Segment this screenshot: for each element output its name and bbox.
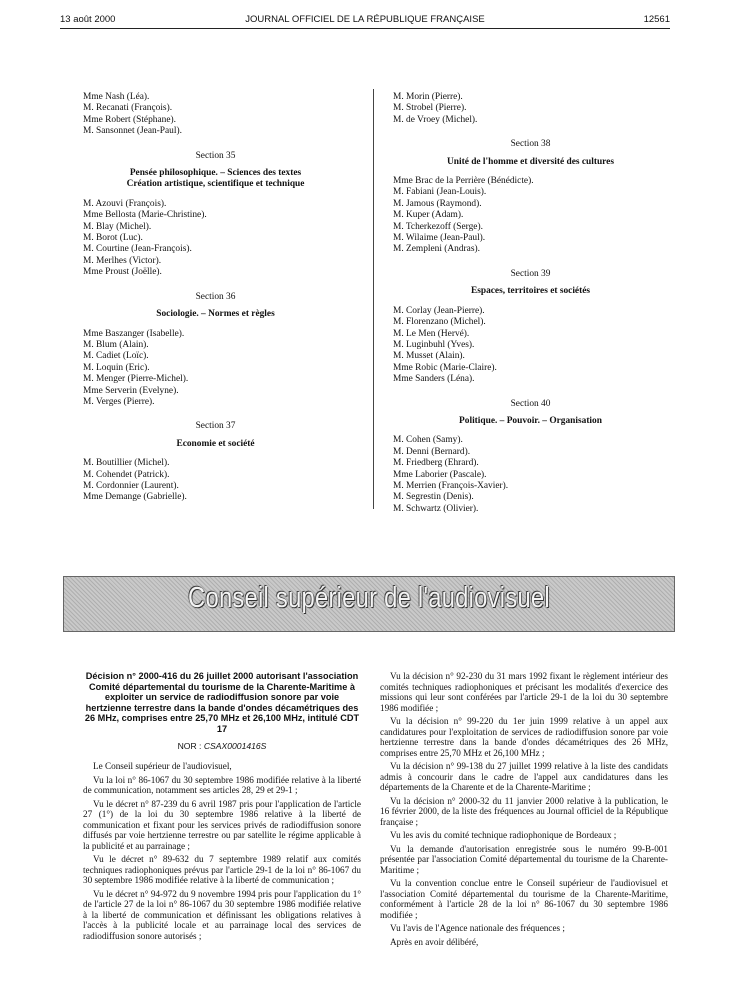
banner-title: Conseil supérieur de l'audiovisuel [188, 582, 550, 614]
name-entry: M. Loquin (Eric). [83, 362, 150, 373]
name-entry: Mme Laborier (Pascale). [393, 469, 487, 480]
section-title: Economie et société [176, 438, 255, 449]
decision-paragraph: Vu le décret n° 94-972 du 9 novembre 1994 pris pour l'application du 1° de l'article 27 de la loi n° 86-1067 du 30 septembre 1986 modifiée relative à la liberté de communication et définissant les obligations relatives à l'accès à la publicité locale et au parrainage local des services de radiodiffusion sonore autorisés ; [83, 888, 361, 941]
section-37 [83, 421, 348, 503]
section-number: Section 40 [510, 398, 551, 409]
section-40 [393, 399, 668, 516]
name-entry: M. Merlhes (Victor). [83, 255, 162, 266]
section-number: Section 37 [195, 421, 236, 432]
name-entry: Mme Robert (Stéphane). [83, 114, 176, 125]
column-divider [373, 89, 374, 509]
name-entry: M. Luginbuhl (Yves). [393, 339, 475, 350]
name-entry: M. Segrestin (Denis). [393, 492, 474, 503]
decision-paragraph: Vu la demande d'autorisation enregistrée sous le numéro 99-B-001 présentée par l'association Comité départemental du tourisme de la Charente-Maritime ; [380, 843, 668, 875]
name-entry: M. Courtine (Jean-François). [83, 244, 192, 255]
name-entry: M. Cohendet (Patrick). [83, 469, 170, 480]
issue-date: 13 août 2000 [60, 14, 116, 25]
name-entry: M. Kuper (Adam). [393, 210, 464, 221]
name-entry: M. Cadiet (Loïc). [83, 351, 149, 362]
decision-paragraph: Vu le décret n° 87-239 du 6 avril 1987 pris pour l'application de l'article 27 (1°) de la loi du 30 septembre 1986 relative à la liberté de communication et fixant pour les services privés de radiodiffusion sonore diffusés par voie hertzienne terrestre ou par satellite le régime applicable à la publicité et au parrainage ; [83, 798, 361, 851]
section-36 [83, 292, 348, 409]
name-entry: Mme Sanders (Léna). [393, 374, 475, 385]
name-entry: M. Jamous (Raymond). [393, 198, 482, 209]
section-number: Section 38 [510, 139, 551, 150]
decision-paragraph: Vu la loi n° 86-1067 du 30 septembre 1986 modifiée relative à la liberté de communication, notamment ses articles 28, 29 et 29-1 ; [83, 774, 361, 796]
journal-title: JOURNAL OFFICIEL DE LA RÉPUBLIQUE FRANÇAISE [245, 14, 485, 25]
section-35 [83, 151, 348, 279]
name-entry: M. Verges (Pierre). [83, 396, 155, 407]
name-entry: Mme Nash (Léa). [83, 92, 150, 102]
decision-left-column [83, 671, 361, 944]
name-entry: M. Azouvi (François). [83, 198, 167, 209]
name-entry: Mme Baszanger (Isabelle). [83, 328, 185, 339]
name-entry: Mme Proust (Joëlle). [83, 267, 162, 278]
decision-title: Décision n° 2000-416 du 26 juillet 2000 autorisant l'association Comité départemental du tourisme de la Charente-Maritime à exploiter un service de radiodiffusion sonore par voie hertzienne terrestre dans la bande d'ondes décamétriques des 26 MHz, comprises entre 25,70 MHz et 26,100 MHz, intitulé CDT 17 [84, 671, 360, 734]
name-entry: M. Strobel (Pierre). [393, 103, 467, 114]
decision-paragraph: Vu le décret n° 89-632 du 7 septembre 1989 relatif aux comités techniques radiophoniques prévus par l'article 29-1 de la loi n° 86-1067 du 30 septembre 1986 modifiée relative à la liberté de communication ; [83, 854, 361, 886]
name-entry: M. Corlay (Jean-Pierre). [393, 305, 485, 316]
name-entry: Mme Demange (Gabrielle). [83, 492, 187, 503]
decision-paragraph: Vu la décision n° 99-138 du 27 juillet 1999 relative à la liste des candidats admis à concourir dans le cadre de l'appel aux candidatures dans les départements de la Charente et de la Charente-Maritime ; [380, 761, 668, 792]
name-entry: M. de Vroey (Michel). [393, 114, 478, 125]
name-entry: M. Tcherkezoff (Serge). [393, 221, 483, 232]
nor-label: NOR : [177, 740, 202, 751]
name-entry: M. Morin (Pierre). [393, 92, 463, 102]
name-entry: Mme Robic (Marie-Claire). [393, 362, 497, 373]
right-column [393, 92, 668, 515]
section-title: Espaces, territoires et sociétés [470, 286, 591, 297]
section-39 [393, 269, 668, 386]
nor-code: CSAX0001416S [203, 740, 267, 751]
decision-paragraph: Vu la décision n° 2000-32 du 11 janvier 2000 relative à la publication, le 16 février 2000, de la liste des fréquences au Journal officiel de la République française ; [380, 795, 668, 827]
left-column [83, 92, 348, 504]
section-title: Unité de l'homme et diversité des cultures [447, 156, 614, 167]
section-number: Section 39 [510, 268, 551, 279]
name-entry: M. Boutillier (Michel). [83, 458, 170, 469]
name-entry: Mme Brac de la Perrière (Bénédicte). [393, 176, 534, 187]
decision-paragraph: Vu l'avis de l'Agence nationale des fréquences ; [390, 923, 565, 933]
section-title: Sociologie. – Normes et règles [156, 309, 275, 320]
name-entry: M. Fabiani (Jean-Louis). [393, 187, 487, 198]
section-38 [393, 139, 668, 256]
name-entry: M. Cordonnier (Laurent). [83, 480, 179, 491]
name-entry: M. Borot (Luc). [83, 233, 143, 244]
name-entry: M. Menger (Pierre-Michel). [83, 374, 189, 385]
page-header [60, 14, 670, 29]
name-entry: M. Cohen (Samy). [393, 435, 463, 446]
name-entry: M. Blay (Michel). [83, 221, 152, 232]
name-entry: M. Florenzano (Michel). [393, 317, 486, 328]
section-title: Politique. – Pouvoir. – Organisation [459, 415, 602, 426]
name-entry: M. Merrien (François-Xavier). [393, 480, 509, 491]
name-entry: M. Sansonnet (Jean-Paul). [83, 126, 182, 137]
decision-paragraph: Le Conseil supérieur de l'audiovisuel, [93, 761, 232, 772]
section-title-line: Création artistique, scientifique et technique [126, 179, 305, 190]
section-number: Section 35 [195, 150, 236, 161]
decision-paragraph: Vu la décision n° 99-220 du 1er juin 1999 relative à un appel aux candidatures pour l'exploitation de services de radiodiffusion sonore par voie hertzienne terrestre dans la bande d'ondes décamétriques des 26 MHz, comprises entre 25,70 MHz et 26,100 MHz ; [380, 716, 668, 758]
name-entry: M. Friedberg (Ehrard). [393, 458, 479, 469]
nor-reference [83, 741, 361, 752]
name-entry: Mme Serverin (Evelyne). [83, 385, 179, 396]
name-entry: M. Blum (Alain). [83, 339, 149, 350]
page-number: 12561 [643, 14, 670, 25]
name-entry: M. Le Men (Hervé). [393, 328, 470, 339]
section-number: Section 36 [195, 291, 236, 302]
decision-paragraph: Vu les avis du comité technique radiophonique de Bordeaux ; [390, 830, 617, 840]
name-entry: M. Schwartz (Olivier). [393, 503, 479, 514]
name-entry: M. Zempleni (Andras). [393, 244, 480, 255]
name-entry: Mme Bellosta (Marie-Christine). [83, 210, 207, 221]
section-banner [63, 576, 675, 632]
name-entry: M. Musset (Alain). [393, 351, 465, 362]
name-entry: M. Denni (Bernard). [393, 446, 471, 457]
intro-names [83, 92, 348, 138]
section-title-line: Pensée philosophique. – Sciences des textes [129, 168, 302, 179]
decision-paragraph: Vu la décision n° 92-230 du 31 mars 1992 fixant le règlement intérieur des comités techniques radiophoniques et précisant les modalités d'exercice des missions qui leur sont conférées par l'article 29-1 de la loi du 30 septembre 1986 modifiée ; [380, 671, 668, 713]
name-entry: M. Wilaime (Jean-Paul). [393, 233, 486, 244]
decision-right-column [380, 671, 668, 950]
intro-names [393, 92, 668, 126]
decision-paragraph: Après en avoir délibéré, [390, 936, 479, 947]
name-entry: M. Recanati (François). [83, 103, 173, 114]
section-title [83, 168, 348, 191]
decision-paragraph: Vu la convention conclue entre le Conseil supérieur de l'audiovisuel et l'association Comité départemental du tourisme de la Charente-Maritime, conformément à l'article 28 de la loi n° 86-1067 du 30 septembre 1986 modifiée ; [380, 878, 668, 920]
